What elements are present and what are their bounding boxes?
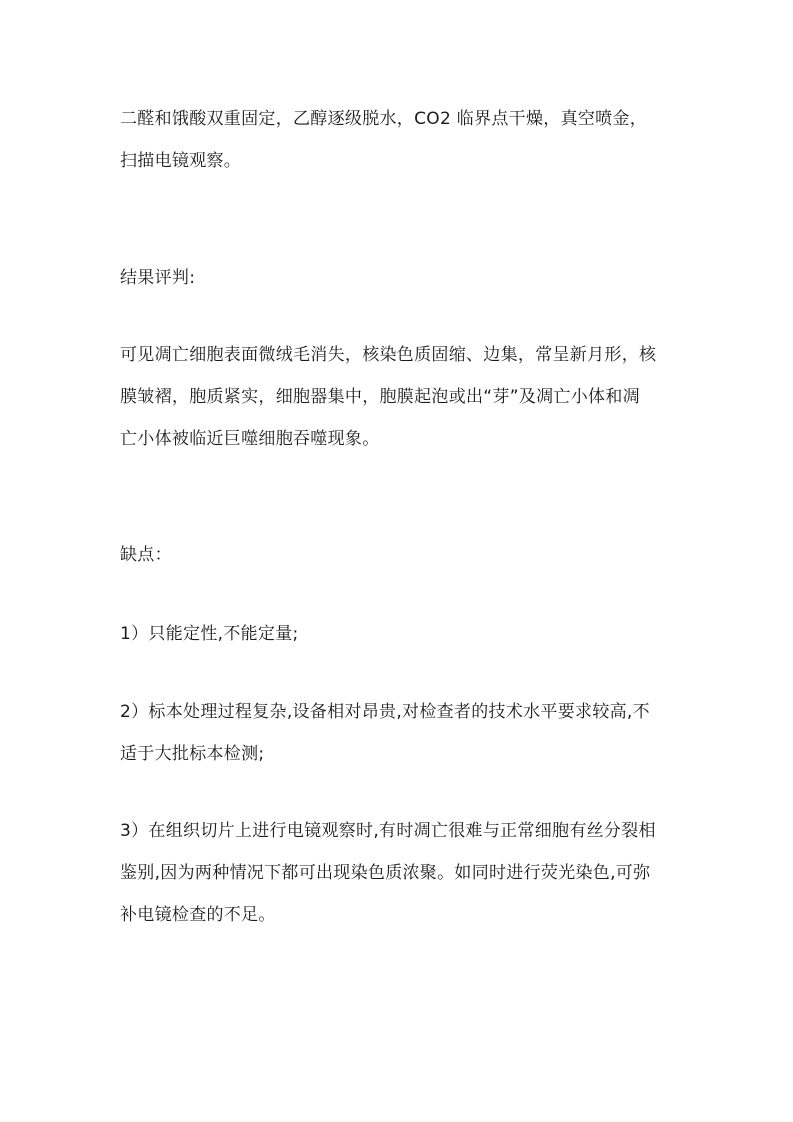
paragraph-line: 可见凋亡细胞表面微绒毛消失，核染色质固缩、边集，常呈新月形，核 [120,345,657,365]
section-heading-result: 结果评判: [120,268,196,288]
list-item-continuation: 鉴别,因为两种情况下都可出现染色质浓聚。如同时进行荧光染色,可弥 [120,863,651,883]
list-item: 2）标本处理过程复杂,设备相对昂贵,对检查者的技术水平要求较高,不 [120,702,650,722]
list-item: 3）在组织切片上进行电镜观察时,有时凋亡很难与正常细胞有丝分裂相 [120,821,656,841]
paragraph-line: 膜皱褶，胞质紧实，细胞器集中，胞膜起泡或出“芽”及凋亡小体和凋 [120,387,640,407]
paragraph-line: 扫描电镜观察。 [120,151,242,171]
list-item-continuation: 适于大批标本检测; [120,744,265,764]
paragraph-line: 亡小体被临近巨噬细胞吞噬现象。 [120,429,380,449]
paragraph-line: 二醛和饿酸双重固定，乙醇逐级脱水，CO2 临界点干燥，真空喷金， [120,109,648,129]
list-item-continuation: 补电镜检查的不足。 [120,905,276,925]
section-heading-drawbacks: 缺点： [120,545,172,565]
list-item: 1）只能定性,不能定量; [120,624,299,644]
